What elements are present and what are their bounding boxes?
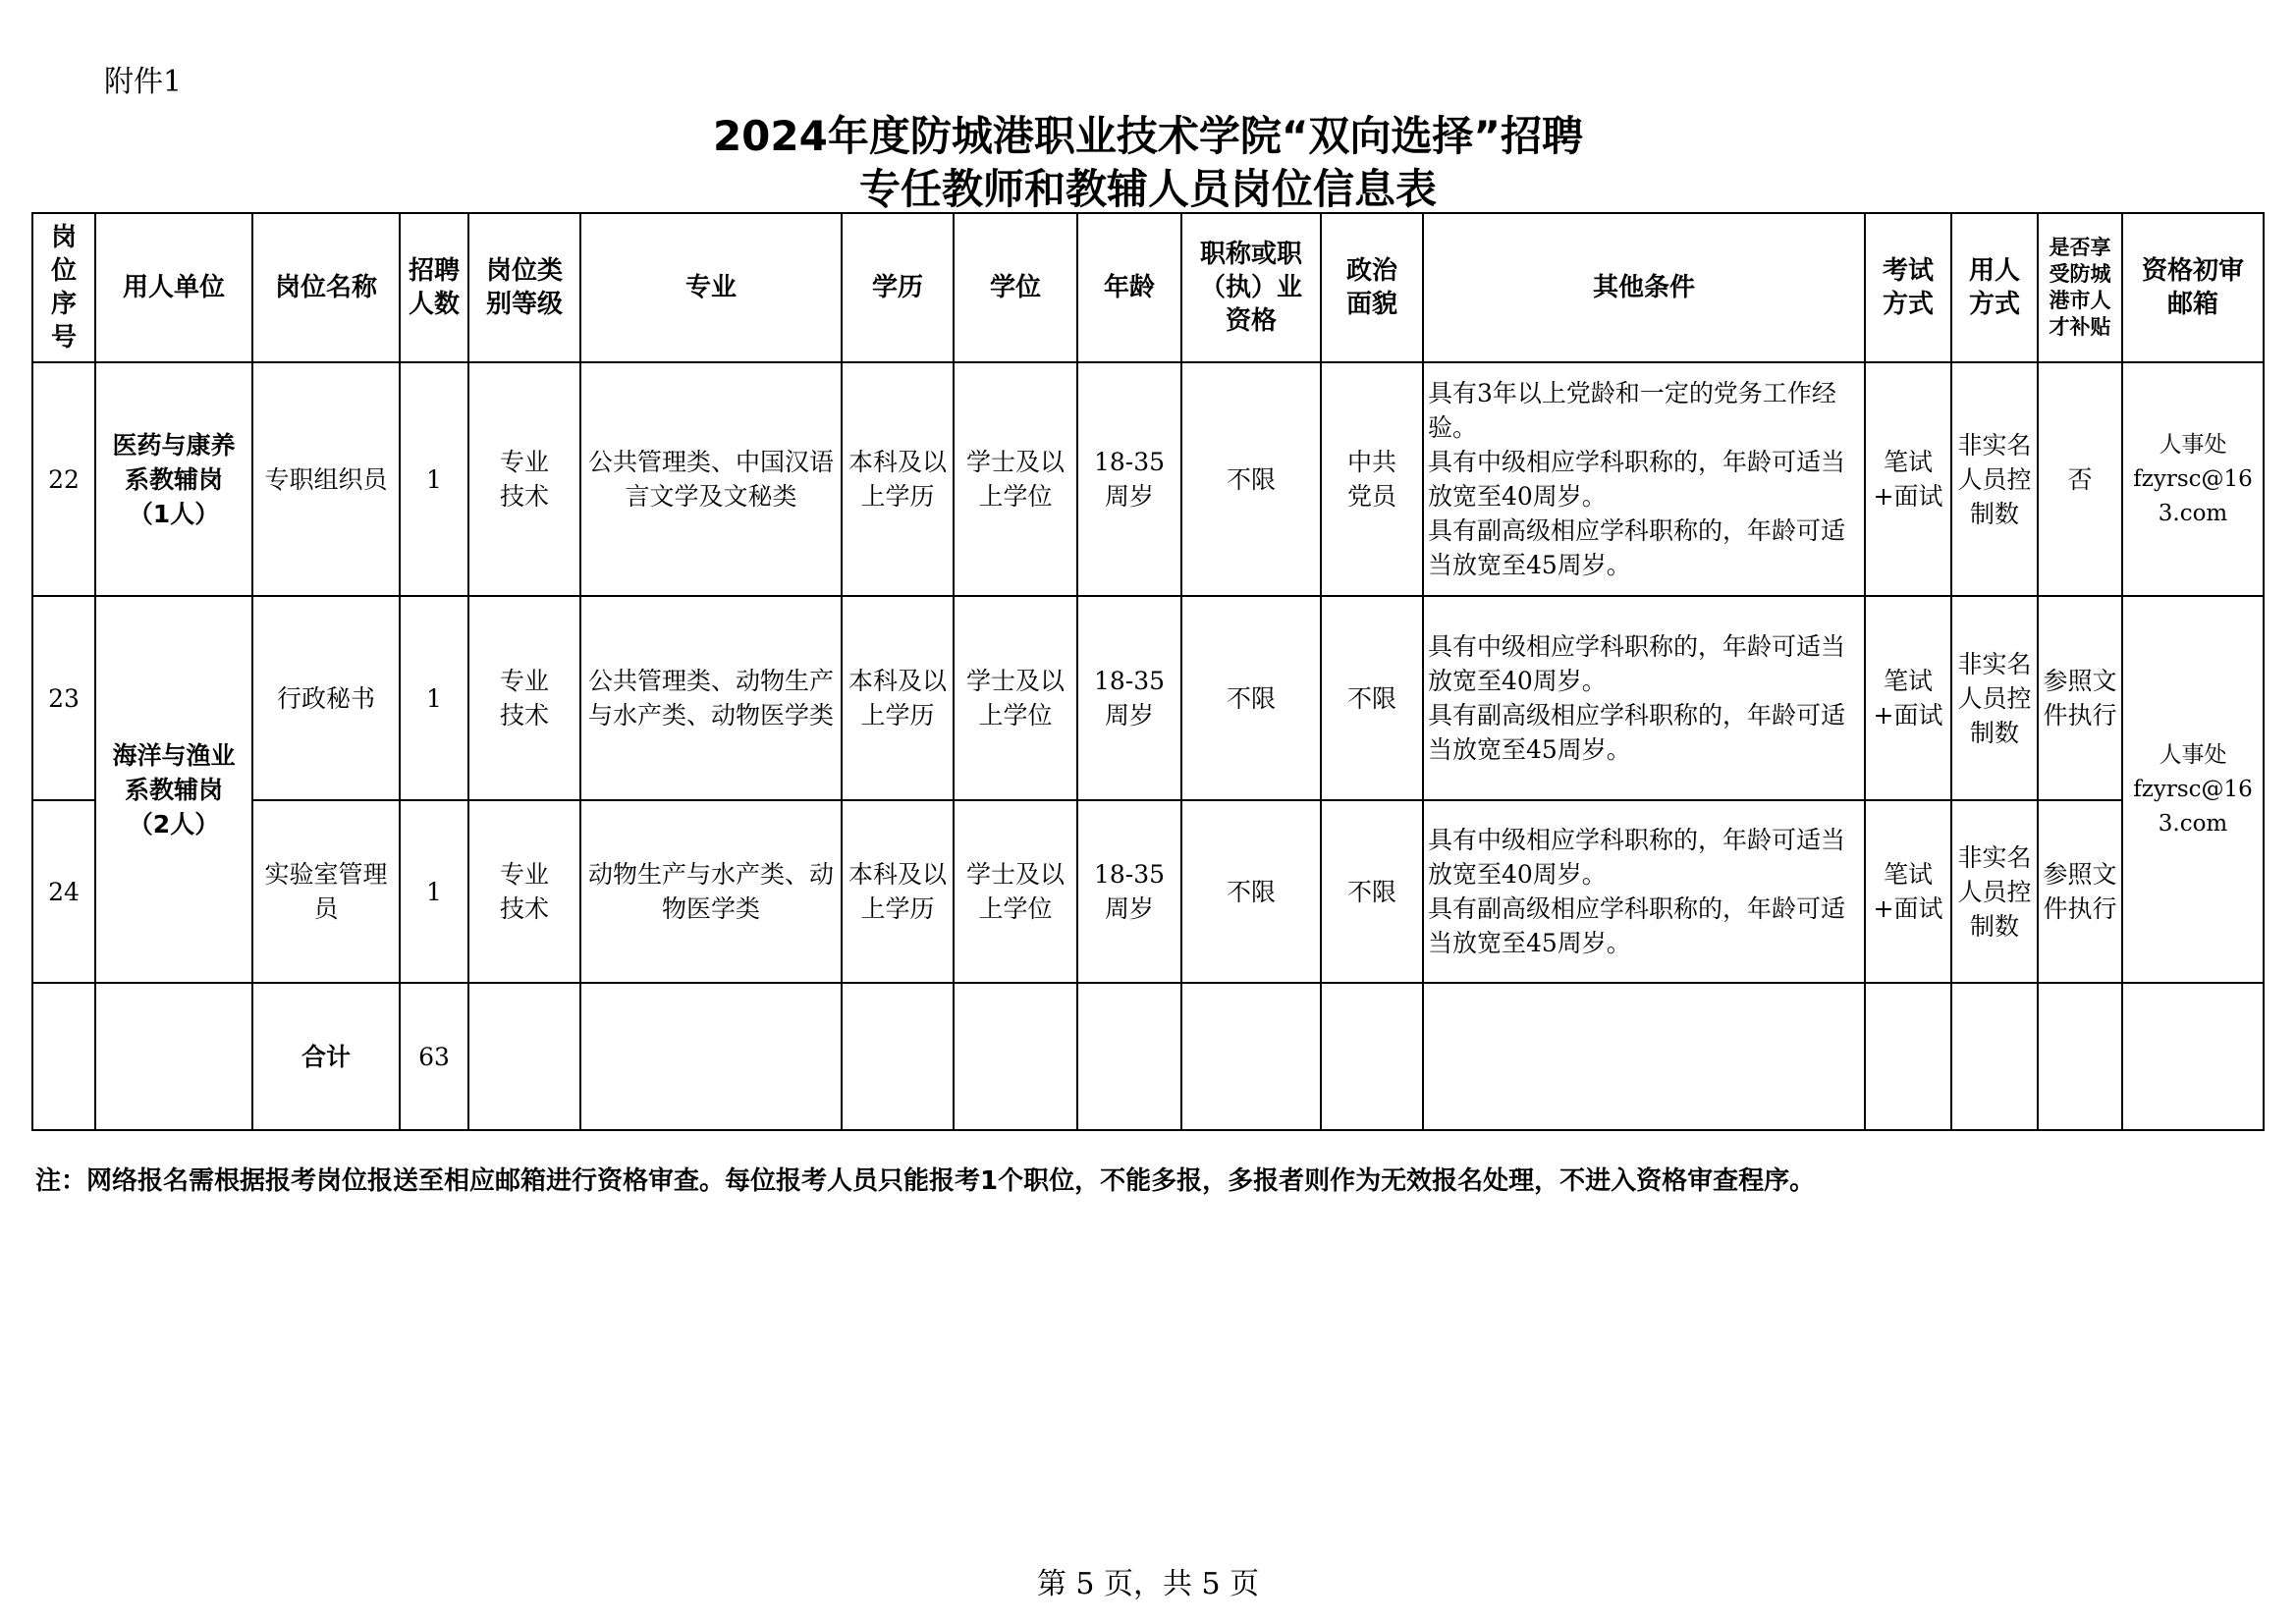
cell-empty <box>1423 983 1865 1130</box>
cell-unit: 医药与康养 系教辅岗 （1人） <box>95 362 252 596</box>
cell-category: 专业 技术 <box>468 800 580 983</box>
cell-email: 人事处 fzyrsc@163.com <box>2122 362 2264 596</box>
cell-count: 1 <box>400 362 468 596</box>
cell-degree: 学士及以上学位 <box>954 596 1077 800</box>
cell-age: 18-35周岁 <box>1077 596 1181 800</box>
attachment-label: 附件1 <box>104 65 183 99</box>
cell-political: 中共 党员 <box>1321 362 1423 596</box>
footnote: 注：网络报名需根据报考岗位报送至相应邮箱进行资格审查。每位报考人员只能报考1个职位，不能多报，多报者则作为无效报名处理，不进入资格审查程序。 <box>35 1166 1816 1196</box>
cell-hiring: 非实名人员控制数 <box>1951 362 2038 596</box>
header-political: 政治 面貌 <box>1321 213 1423 362</box>
cell-education: 本科及以上学历 <box>842 596 954 800</box>
cell-position: 专职组织员 <box>252 362 400 596</box>
table-row <box>32 596 2264 800</box>
cell-hiring: 非实名人员控制数 <box>1951 800 2038 983</box>
email-address[interactable]: fzyrsc@163.com <box>2133 465 2253 526</box>
table-header-row <box>32 213 2264 362</box>
header-position: 岗位名称 <box>252 213 400 362</box>
cell-empty <box>2122 983 2264 1130</box>
header-subsidy: 是否享 受防城 港市人 才补贴 <box>2038 213 2122 362</box>
cell-other: 具有3年以上党龄和一定的党务工作经验。 具有中级相应学科职称的，年龄可适当放宽至40周岁。 具有副高级相应学科职称的，年龄可适当放宽至45周岁。 <box>1423 362 1865 596</box>
cell-empty <box>1077 983 1181 1130</box>
cell-major: 公共管理类、中国汉语言文学及文秘类 <box>580 362 842 596</box>
cell-empty <box>842 983 954 1130</box>
cell-subsidy: 否 <box>2038 362 2122 596</box>
cell-political: 不限 <box>1321 800 1423 983</box>
header-unit: 用人单位 <box>95 213 252 362</box>
cell-subsidy: 参照文件执行 <box>2038 596 2122 800</box>
cell-empty <box>2038 983 2122 1130</box>
total-label: 合计 <box>252 983 400 1130</box>
cell-qualification: 不限 <box>1181 800 1321 983</box>
header-major: 专业 <box>580 213 842 362</box>
header-count: 招聘 人数 <box>400 213 468 362</box>
cell-hiring: 非实名人员控制数 <box>1951 596 2038 800</box>
header-qualification: 职称或职 （执）业 资格 <box>1181 213 1321 362</box>
cell-seq: 24 <box>32 800 95 983</box>
cell-degree: 学士及以上学位 <box>954 362 1077 596</box>
positions-table <box>31 212 2265 1131</box>
cell-empty <box>580 983 842 1130</box>
cell-qualification: 不限 <box>1181 596 1321 800</box>
cell-category: 专业 技术 <box>468 596 580 800</box>
cell-degree: 学士及以上学位 <box>954 800 1077 983</box>
header-category: 岗位类 别等级 <box>468 213 580 362</box>
cell-political: 不限 <box>1321 596 1423 800</box>
cell-exam: 笔试+面试 <box>1865 362 1951 596</box>
cell-exam: 笔试+面试 <box>1865 596 1951 800</box>
cell-empty <box>1951 983 2038 1130</box>
header-hiring: 用人 方式 <box>1951 213 2038 362</box>
cell-empty <box>468 983 580 1130</box>
total-row <box>32 983 2264 1130</box>
cell-major: 公共管理类、动物生产与水产类、动物医学类 <box>580 596 842 800</box>
header-degree: 学位 <box>954 213 1077 362</box>
cell-position: 实验室管理员 <box>252 800 400 983</box>
cell-count: 1 <box>400 800 468 983</box>
page-footer: 第 5 页，共 5 页 <box>1036 1567 1260 1601</box>
page-title-line1: 2024年度防城港职业技术学院“双向选择”招聘 <box>712 112 1584 160</box>
cell-exam: 笔试+面试 <box>1865 800 1951 983</box>
cell-category: 专业 技术 <box>468 362 580 596</box>
page-title-line2: 专任教师和教辅人员岗位信息表 <box>858 165 1437 213</box>
cell-age: 18-35周岁 <box>1077 362 1181 596</box>
cell-other: 具有中级相应学科职称的，年龄可适当放宽至40周岁。 具有副高级相应学科职称的，年龄可适当放宽至45周岁。 <box>1423 596 1865 800</box>
cell-qualification: 不限 <box>1181 362 1321 596</box>
cell-subsidy: 参照文件执行 <box>2038 800 2122 983</box>
cell-seq: 22 <box>32 362 95 596</box>
cell-seq: 23 <box>32 596 95 800</box>
header-education: 学历 <box>842 213 954 362</box>
cell-empty <box>1865 983 1951 1130</box>
cell-unit: 海洋与渔业 系教辅岗 （2人） <box>95 596 252 983</box>
cell-other: 具有中级相应学科职称的，年龄可适当放宽至40周岁。 具有副高级相应学科职称的，年龄可适当放宽至45周岁。 <box>1423 800 1865 983</box>
cell-major: 动物生产与水产类、动物医学类 <box>580 800 842 983</box>
cell-age: 18-35周岁 <box>1077 800 1181 983</box>
cell-empty <box>1321 983 1423 1130</box>
cell-empty <box>1181 983 1321 1130</box>
header-seq: 岗 位 序 号 <box>32 213 95 362</box>
cell-email: 人事处 fzyrsc@163.com <box>2122 596 2264 983</box>
header-age: 年龄 <box>1077 213 1181 362</box>
cell-position: 行政秘书 <box>252 596 400 800</box>
table-row <box>32 362 2264 596</box>
cell-empty <box>32 983 95 1130</box>
header-other: 其他条件 <box>1423 213 1865 362</box>
cell-education: 本科及以上学历 <box>842 800 954 983</box>
cell-empty <box>954 983 1077 1130</box>
header-email: 资格初审 邮箱 <box>2122 213 2264 362</box>
table-row <box>32 800 2264 983</box>
cell-education: 本科及以上学历 <box>842 362 954 596</box>
email-address[interactable]: fzyrsc@163.com <box>2133 776 2253 837</box>
total-count: 63 <box>400 983 468 1130</box>
cell-count: 1 <box>400 596 468 800</box>
header-exam: 考试 方式 <box>1865 213 1951 362</box>
cell-empty <box>95 983 252 1130</box>
